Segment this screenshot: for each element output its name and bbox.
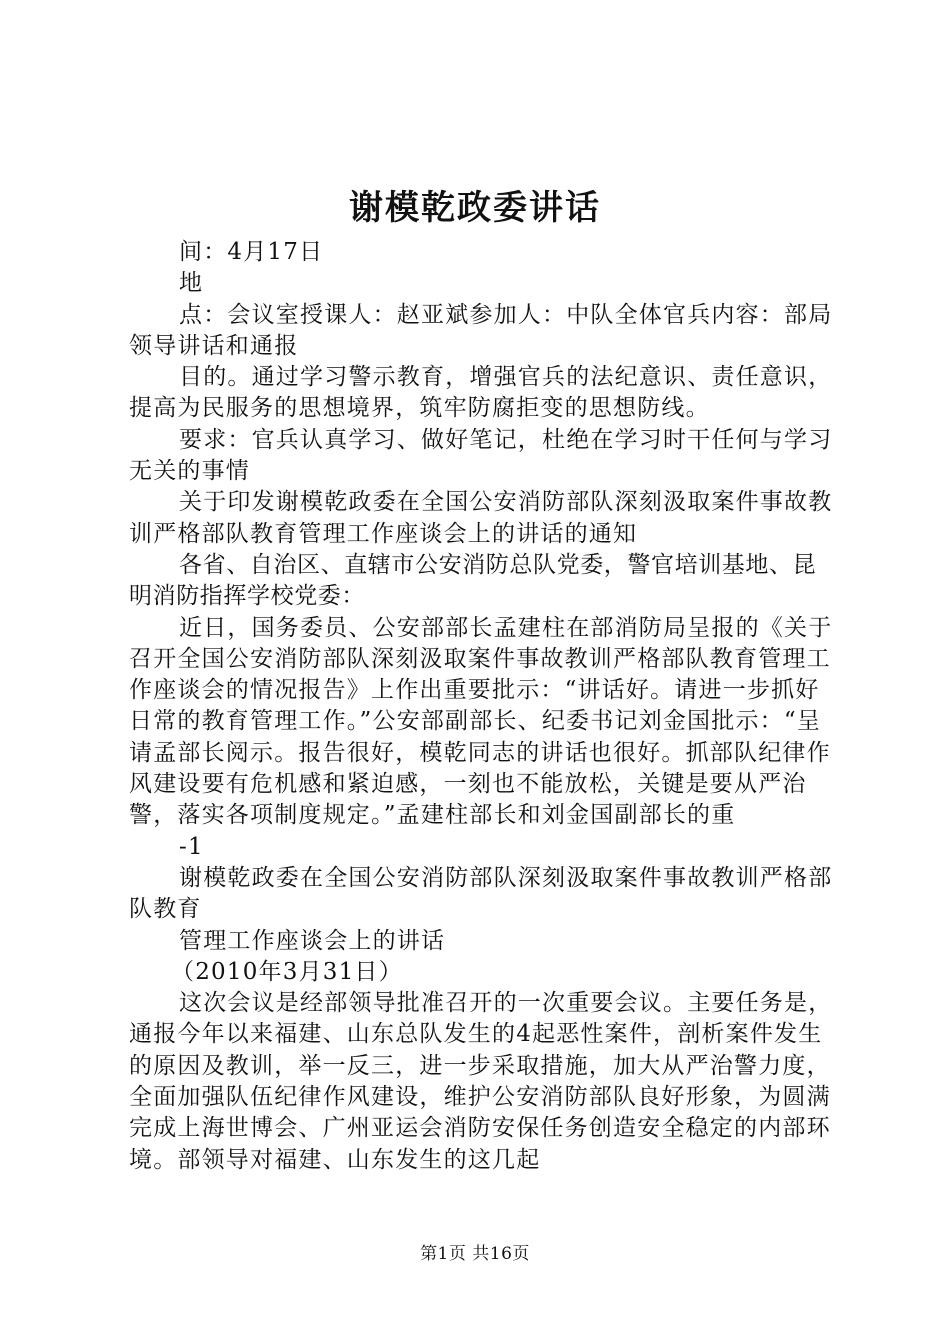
paragraph-speech-date: （2010年3月31日） xyxy=(171,958,403,985)
paragraph-addressees: 各省、自治区、直辖市公安消防总队党委，警官培训基地、昆明消防指挥学校党委： xyxy=(129,551,817,610)
page-break-mark: -1 xyxy=(179,833,204,860)
paragraph-notice-title: 关于印发谢模乾政委在全国公安消防部队深刻汲取案件事故教训严格部队教育管理工作座谈会上的讲话的通知 xyxy=(129,489,833,547)
document-title: 谢模乾政委讲话 xyxy=(349,188,601,228)
paragraph-speech-body: 这次会议是经部领导批准召开的一次重要会议。主要任务是，通报今年以来福建、山东总队发生的4起恶性案件，剖析案件发生的原因及教训，举一反三，进一步采取措施，加大从严治警力度，全面加强队伍纪律作风建设，维护公安消防部队良好形象，为圆满完成上海世博会、广州亚运会消防安保任务创造安全稳定的内部环境。部领导对福建、山东发生的这几起 xyxy=(129,990,833,1173)
paragraph-time: 间：4月17日 xyxy=(179,239,324,265)
paragraph-place-details: 点：会议室授课人：赵亚斌参加人：中队全体官兵内容：部局领导讲话和通报 xyxy=(129,301,833,359)
paragraph-requirements: 要求：官兵认真学习、做好笔记，杜绝在学习时干任何与学习无关的事情 xyxy=(129,426,833,485)
paragraph-place-label: 地 xyxy=(179,270,204,297)
paragraph-purpose: 目的。通过学习警示教育，增强官兵的法纪意识、责任意识，提高为民服务的思想境界，筑牢防腐拒变的思想防线。 xyxy=(129,364,833,422)
page-footer: 第1页 共16页 xyxy=(420,1244,530,1264)
paragraph-speech-subtitle: 管理工作座谈会上的讲话 xyxy=(179,927,446,954)
paragraph-speech-title: 谢模乾政委在全国公安消防部队深刻汲取案件事故教训严格部队教育 xyxy=(129,864,833,923)
paragraph-instructions: 近日，国务委员、公安部部长孟建柱在部消防局呈报的《关于召开全国公安消防部队深刻汲取案件事故教训严格部队教育管理工作座谈会的情况报告》上作出重要批示：“讲话好。请进一步抓好日常的教育管理工作。”公安部副部长、纪委书记刘金国批示：“呈请孟部长阅示。报告很好，模乾同志的讲话也很好。抓部队纪律作风建设要有危机感和紧迫感，一刻也不能放松，关键是要从严治警，落实各项制度规定。”孟建柱部长和刘金国副部长的重 xyxy=(129,614,833,829)
document-body xyxy=(129,237,837,1176)
